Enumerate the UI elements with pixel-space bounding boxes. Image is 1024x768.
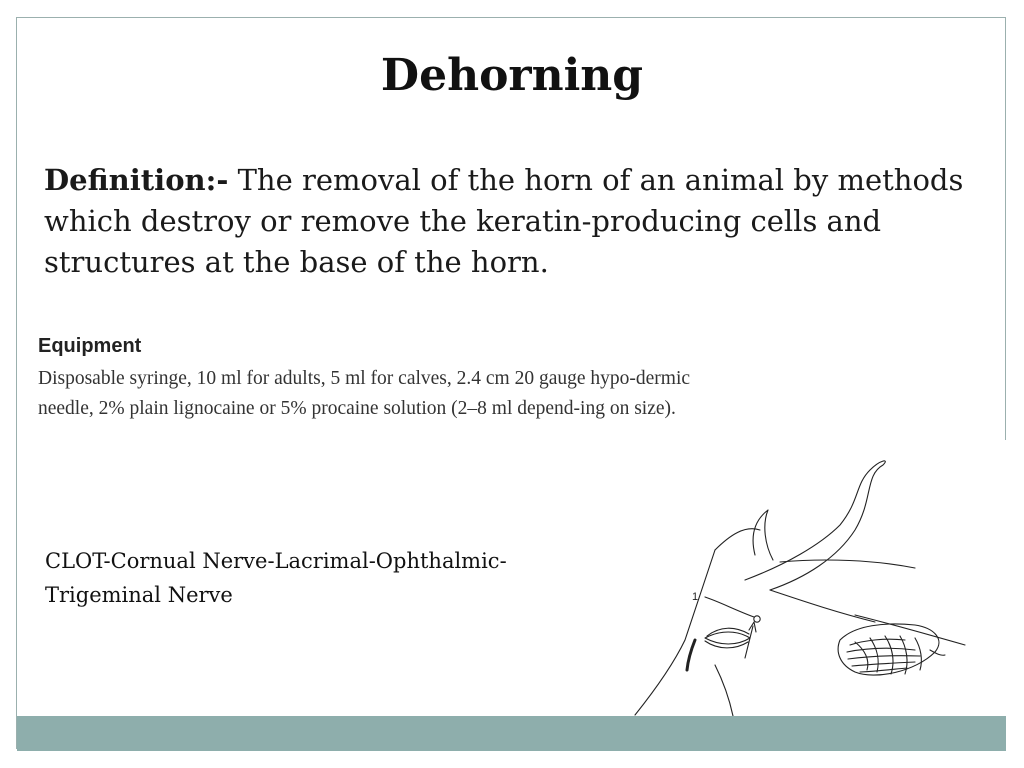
- clot-mnemonic-text: CLOT-Cornual Nerve-Lacrimal-Ophthalmic-Trigeminal Nerve: [45, 549, 507, 607]
- equipment-heading: Equipment: [38, 335, 142, 357]
- horn-outline-small: [753, 510, 773, 560]
- slide-title: Dehorning: [380, 50, 644, 101]
- injection-site-marker: [754, 616, 760, 622]
- marker-leader-line: [705, 597, 754, 617]
- definition-text: The removal of the horn of an animal by methods which destroy or remove the keratin-producing cells and structures at the base of the horn.: [44, 163, 964, 279]
- eye-outline: [705, 632, 750, 644]
- horn-outline-large: [745, 461, 885, 590]
- cow-head-diagram-icon: [555, 440, 1007, 716]
- cow-head-illustration: [555, 440, 1007, 716]
- needle-arrow: [745, 626, 753, 658]
- ear-outline: [838, 624, 939, 675]
- definition-paragraph: [44, 160, 964, 283]
- footer-bar: [17, 716, 1006, 751]
- equipment-box: [30, 330, 700, 455]
- marker-label: 1: [692, 591, 699, 603]
- definition-label: Definition:-: [44, 163, 229, 197]
- equipment-text: Disposable syringe, 10 ml for adults, 5 ml for calves, 2.4 cm 20 gauge hypo-dermic needle, 2% plain lignocaine or 5% procaine solution (2–8 ml depend-ing on size).: [38, 368, 691, 419]
